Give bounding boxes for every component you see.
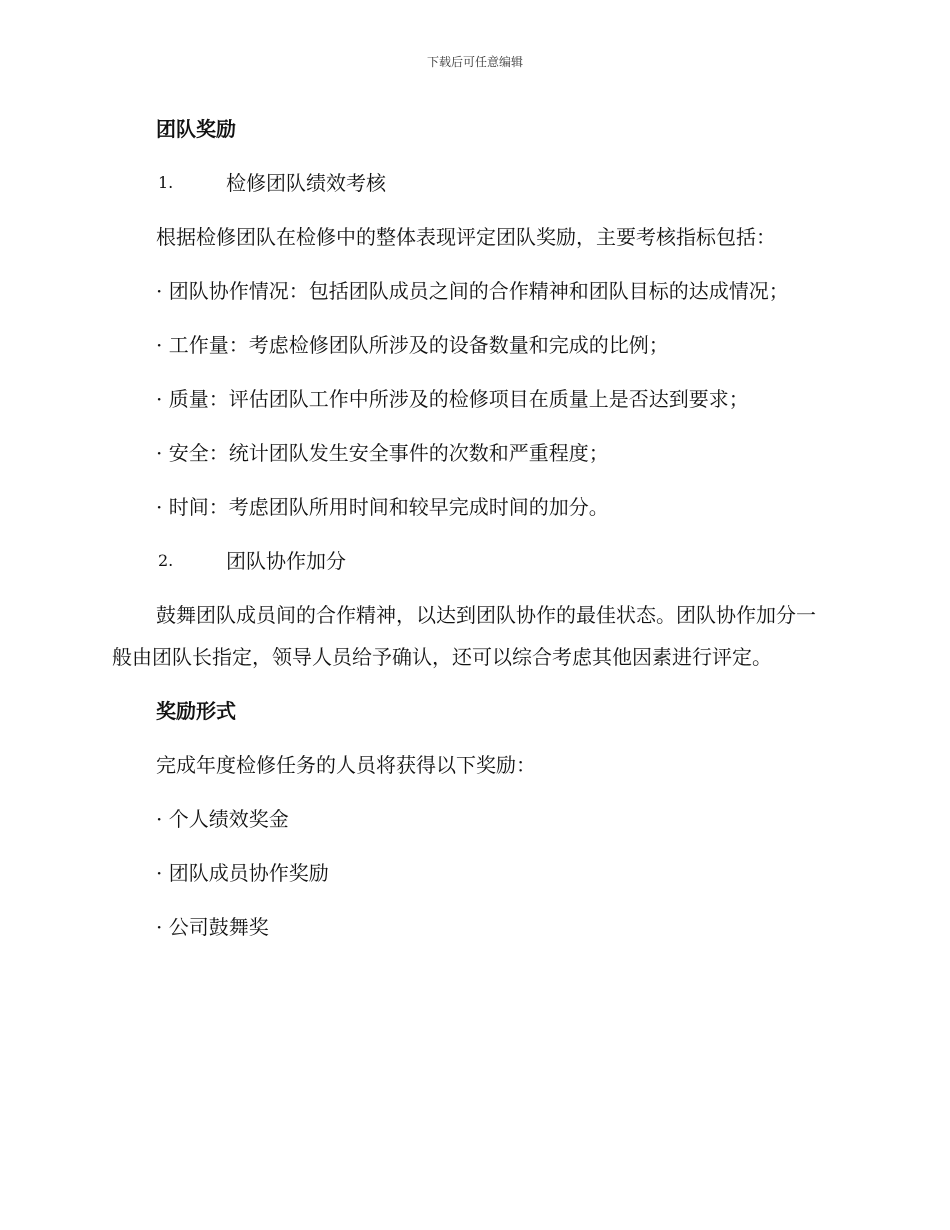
bullet-item: · 质量：评估团队工作中所涉及的检修项目在质量上是否达到要求；	[156, 387, 749, 411]
numbered-item-2	[112, 540, 832, 582]
item-title: 团队协作加分	[226, 549, 346, 573]
section-heading-team-reward: 团队奖励	[156, 117, 236, 141]
bullet-item: · 工作量：考虑检修团队所涉及的设备数量和完成的比例；	[156, 333, 669, 357]
item-number: 1.	[158, 173, 174, 192]
paragraph: 根据检修团队在检修中的整体表现评定团队奖励，主要考核指标包括：	[156, 225, 776, 249]
document-body	[112, 108, 832, 960]
bullet-item: · 时间：考虑团队所用时间和较早完成时间的加分。	[156, 495, 609, 519]
item-title: 检修团队绩效考核	[226, 171, 386, 195]
bullet-item: · 个人绩效奖金	[156, 807, 289, 831]
section-heading-reward-form: 奖励形式	[156, 699, 236, 723]
paragraph: 鼓舞团队成员间的合作精神，以达到团队协作的最佳状态。团队协作加分一般由团队长指定，领导人员给予确认，还可以综合考虑其他因素进行评定。	[112, 603, 816, 669]
numbered-item-1	[112, 162, 832, 204]
bullet-item: · 团队协作情况：包括团队成员之间的合作精神和团队目标的达成情况；	[156, 279, 789, 303]
header-note: 下载后可任意编辑	[426, 55, 523, 69]
bullet-item: · 公司鼓舞奖	[156, 915, 269, 939]
paragraph: 完成年度检修任务的人员将获得以下奖励：	[156, 753, 536, 777]
item-number: 2.	[158, 551, 174, 570]
bullet-item: · 安全：统计团队发生安全事件的次数和严重程度；	[156, 441, 609, 465]
bullet-item: · 团队成员协作奖励	[156, 861, 329, 885]
